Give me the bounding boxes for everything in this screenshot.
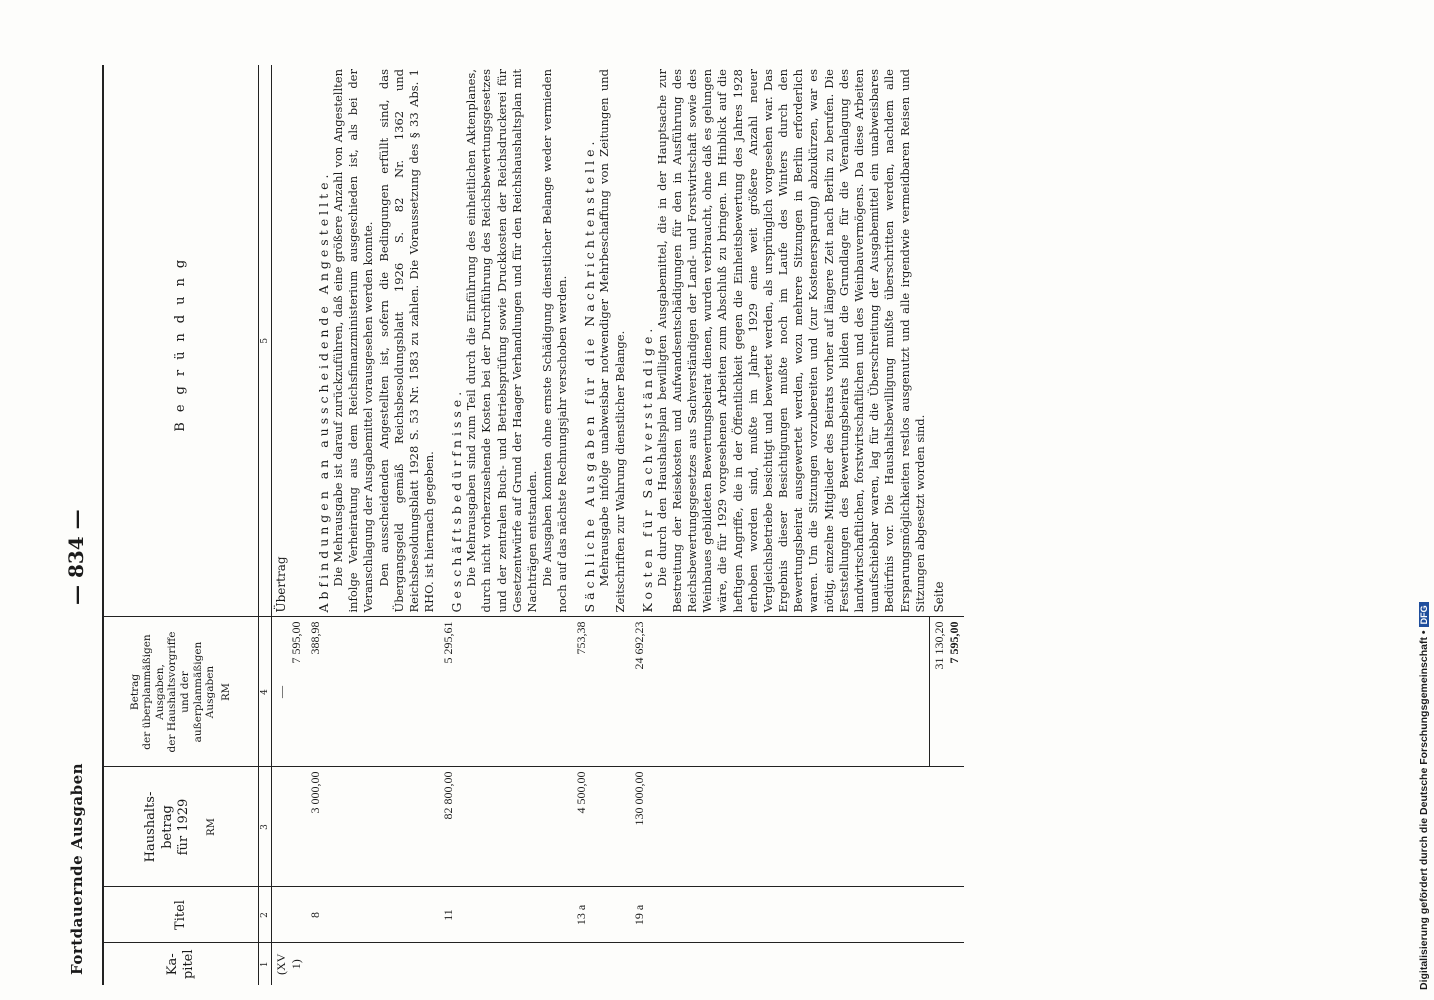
table-row bbox=[572, 65, 629, 985]
begruendung-cell bbox=[306, 65, 439, 617]
col-begruendung-header: Begründung bbox=[103, 65, 259, 617]
seite-carry: 7 595,00 bbox=[947, 621, 962, 664]
paragraph: Mehrausgabe infolge unabweisbar notwendiger Mehrbeschaffung von Zeitungen und Zeitschriften zur Wahrung dienstlicher Belange. bbox=[597, 69, 627, 613]
betrag-cell: 130 000,00 bbox=[630, 767, 930, 887]
budget-table bbox=[102, 65, 964, 985]
titel-cell: 11 bbox=[439, 887, 572, 943]
column-number-row bbox=[259, 65, 272, 985]
section-heading: Kosten für Sachverständige. bbox=[639, 324, 655, 613]
paragraph: Die durch den Haushaltsplan bewilligten Ausgabemittel, die in der Hauptsache zur Bestreitung der Reisekosten und Aufwandsentschädigungen für den in Ausführung des Reichsbewertungsgesetzes aus Sachverständigen der Land- und Forstwirtschaft sowie des Weinbaues gebildeten Bewertungsbeirat dienen, wurden verbraucht, ohne daß es gelungen wäre, die für 1929 vorgesehenen Arbeiten zum Abschluß zu bringen. Im Hinblick auf die heftigen Angriffe, die in der Öffentlichkeit gegen die Einheitsbewertung des Jahres 1928 erhoben worden sind, mußte im Jahre 1929 eine weit größere Anzahl neuer Vergleichsbetriebe besichtigt und bewertet werden, als ursprünglich vorgesehen war. Das Ergebnis dieser Besichtigungen mußte noch im Laufe des Winters durch den Bewertungsbeirat ausgewertet werden, wozu mehrere Sitzungen in Berlin erforderlich waren. Um die Sitzungen vorzubereiten und (zur Kostenersparung) abzukürzen, war es nötig, einzelne Mitglieder des Beirats vorher auf längere Zeit nach Berlin zu berufen. Die Feststellungen des Bewertungsbeirats bilden die Grundlage für die Veranlagung des landwirtschaftlichen, forstwirtschaftlichen und des Weinbauvermögens. Da diese Arbeiten unaufschiebbar waren, lag für die Überschreitung der Ausgabemittel ein unabweisbares Bedürfnis vor. Die Haushaltsbewilligung mußte überschritten werden, nachdem alle Ersparungsmöglichkeiten restlos ausgenutzt und alle irgendwie vermeidbaren Reisen und Sitzungen abgesetzt worden sind. bbox=[654, 69, 927, 613]
paragraph: Die Ausgaben konnten ohne ernste Schädigung dienstlicher Belange weder vermieden noch auf das nächste Rechnungsjahr verschoben werden. bbox=[540, 69, 570, 613]
titel-cell: 13 a bbox=[572, 887, 629, 943]
begruendung-cell bbox=[572, 65, 629, 617]
seite-label: Seite bbox=[931, 581, 946, 613]
ueber-cell: 388,98 bbox=[306, 617, 439, 767]
titel-cell: 19 a bbox=[630, 887, 930, 943]
page-header bbox=[60, 65, 100, 985]
col-ueber-label: Betrag der überplanmäßigen Ausgaben, der Haushaltsvorgriffe und der außerplanmäßigen Ausgaben bbox=[128, 631, 217, 753]
betrag-cell: 4 500,00 bbox=[572, 767, 629, 887]
paragraph: Die Mehrausgaben sind zum Teil durch die Einführung des einheitlichen Aktenplanes, durch nicht vorherzusehende Kosten bei der Durchführung des Reichsbewertungsgesetzes und der zentralen Buch- und Betriebsprüfung sowie Druckkosten der Reichsdruckerei für Gesetzentwürfe auf Grund der Haager Verhandlungen und für den Reichshaushaltsplan mit Nachträgen entstanden. bbox=[464, 69, 539, 613]
funding-text: Digitalisierung gefördert durch die Deutsche Forschungsgemeinschaft • bbox=[1418, 630, 1430, 990]
colno-1: 1 bbox=[259, 943, 272, 985]
uebertrag-label: Übertrag bbox=[274, 556, 288, 613]
page-number: — 834 — bbox=[64, 509, 88, 605]
seite-row bbox=[930, 65, 965, 985]
col-betrag-label: Haushalts- betrag für 1929 bbox=[143, 791, 191, 863]
ueber-cell: 24 692,23 bbox=[630, 617, 930, 767]
colno-5: 5 bbox=[259, 65, 272, 617]
col-betrag-unit: RM bbox=[206, 818, 218, 836]
seite-sum: 31 130,20 bbox=[932, 621, 947, 670]
kapitel-cell: (XV 1) bbox=[272, 943, 930, 985]
uebertrag-amount: 7 595,00 bbox=[289, 621, 303, 664]
uebertrag-amount-cell bbox=[272, 617, 307, 767]
table-row bbox=[439, 65, 572, 985]
uebertrag-dash: — bbox=[274, 686, 288, 698]
colno-4: 4 bbox=[259, 617, 272, 767]
col-titel-header: Titel bbox=[103, 887, 259, 943]
colno-2: 2 bbox=[259, 887, 272, 943]
dfg-logo: DFG bbox=[1419, 602, 1429, 627]
section-heading: Sächliche Ausgaben für die Nachrichtenstelle. bbox=[582, 137, 598, 613]
col-betrag-header bbox=[103, 767, 259, 887]
col-kapitel-header: Ka- pitel bbox=[103, 943, 259, 985]
uebertrag-row bbox=[272, 65, 307, 985]
table-header-row bbox=[103, 65, 259, 985]
dfg-funding-note bbox=[1418, 602, 1430, 990]
table-row bbox=[630, 65, 930, 985]
table-row bbox=[306, 65, 439, 985]
ueber-cell: 5 295,61 bbox=[439, 617, 572, 767]
col-ueber-header bbox=[103, 617, 259, 767]
running-head: Fortdauernde Ausgaben bbox=[68, 762, 86, 975]
section-heading: Abfindungen an ausscheidende Angestellte. bbox=[316, 170, 331, 613]
ueber-cell: 753,38 bbox=[572, 617, 629, 767]
colno-3: 3 bbox=[259, 767, 272, 887]
rotated-page-content bbox=[60, 65, 1350, 985]
begruendung-cell bbox=[630, 65, 930, 617]
paragraph: Die Mehrausgabe ist darauf zurückzuführen, daß eine größere Anzahl von Angestellten infolge Verheiratung aus dem Reichsfinanzministerium ausgeschieden ist, als bei der Veranschlagung der Ausgabemittel vorausgesehen werden konnte. bbox=[331, 69, 376, 613]
section-heading: Geschäftsbedürfnisse. bbox=[449, 387, 465, 613]
begruendung-cell bbox=[439, 65, 572, 617]
seite-sum-cell bbox=[930, 617, 965, 767]
betrag-cell: 82 800,00 bbox=[439, 767, 572, 887]
paragraph: Den ausscheidenden Angestellten ist, sofern die Bedingungen erfüllt sind, das Übergangsgeld gemäß Reichsbesoldungsblatt 1926 S. 82 Nr. 1362 und Reichsbesoldungsblatt 1928 S. 53 Nr. 1583 zu zahlen. Die Voraussetzung des § 33 Abs. 1 RHO. ist hiernach gegeben. bbox=[376, 69, 437, 613]
col-ueber-unit: RM bbox=[220, 683, 232, 701]
titel-cell: 8 bbox=[306, 887, 439, 943]
betrag-cell: 3 000,00 bbox=[306, 767, 439, 887]
